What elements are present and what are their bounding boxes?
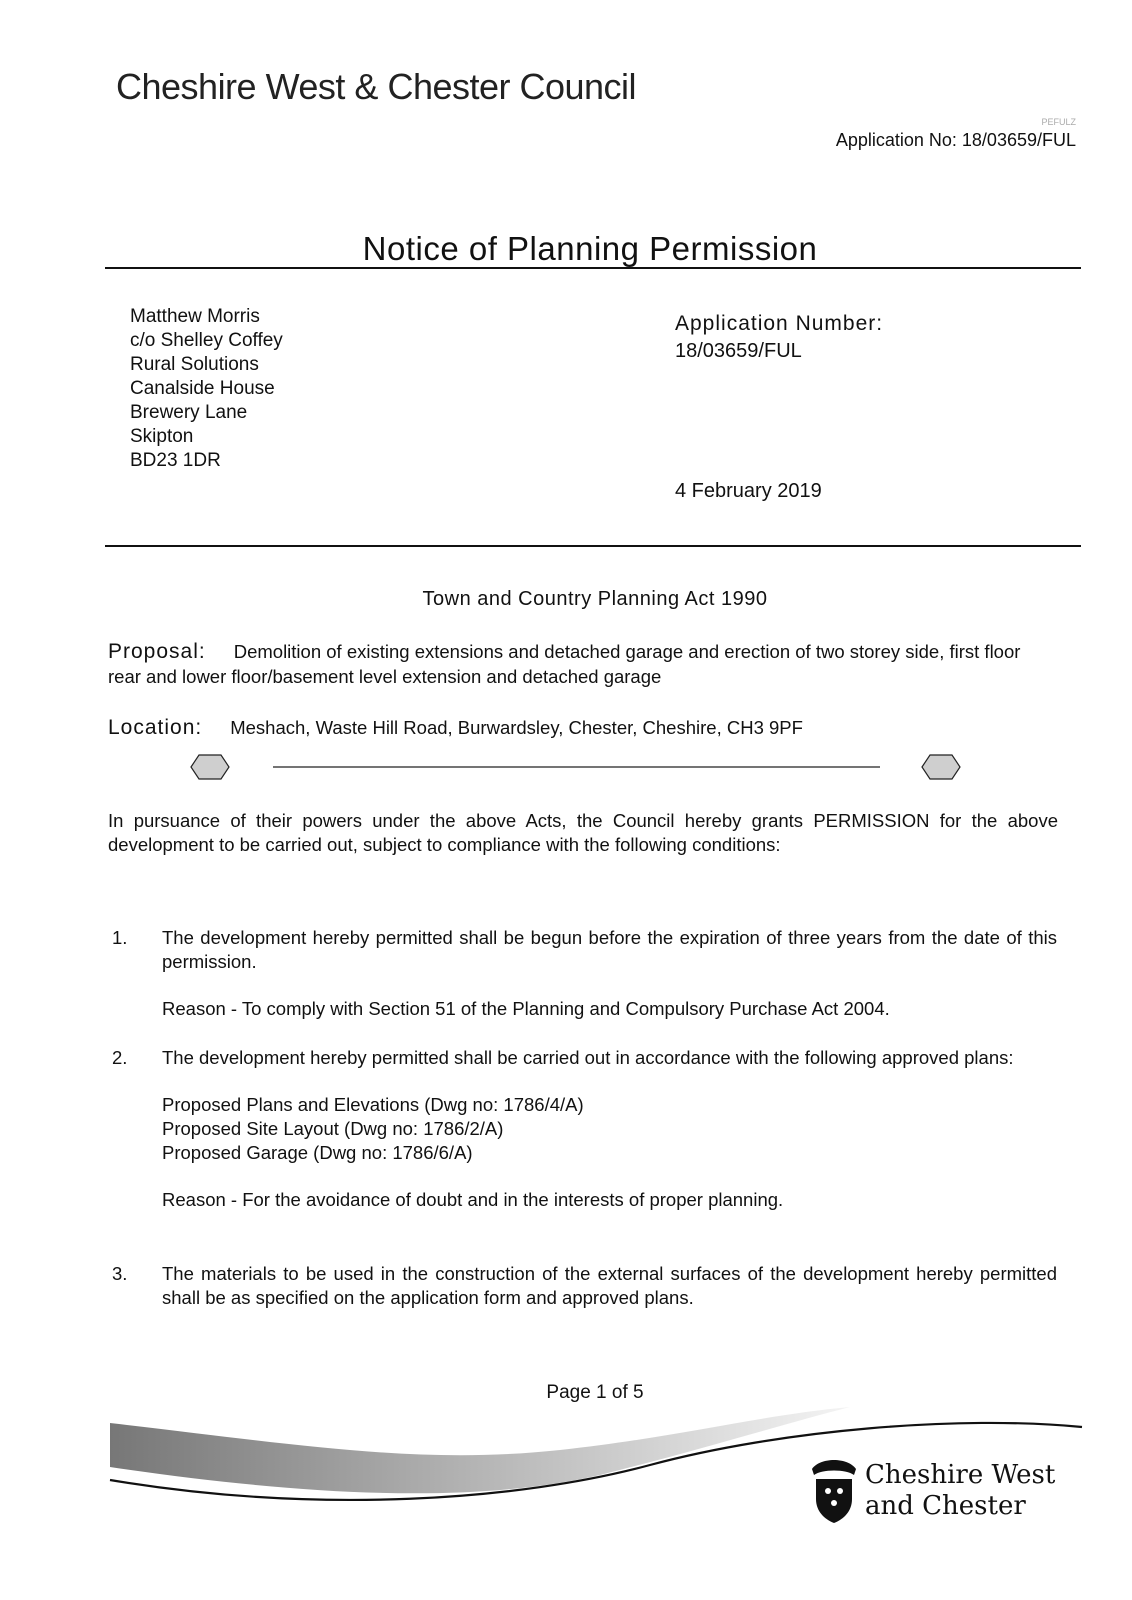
page-title: Notice of Planning Permission xyxy=(362,230,818,267)
applicant-address xyxy=(130,305,283,473)
address-line: Matthew Morris xyxy=(130,306,260,327)
header-application-number: Application No: 18/03659/FUL xyxy=(835,130,1076,150)
location-text: Meshach, Waste Hill Road, Burwardsley, Chester, Cheshire, CH3 9PF xyxy=(230,717,803,738)
address-line: BD23 1DR xyxy=(130,450,221,471)
title-divider xyxy=(105,267,1081,269)
condition-number: 1. xyxy=(112,927,128,948)
logo-line: and Chester xyxy=(865,1491,1026,1521)
proposal-text: Demolition of existing extensions and detached garage and erection of two storey side, first floor rear and lower floor/basement level extension and detached garage xyxy=(108,641,1021,687)
logo-line: Cheshire West xyxy=(865,1460,1056,1490)
location-label: Location: xyxy=(108,716,203,739)
address-line: Canalside House xyxy=(130,378,275,399)
application-number-value: 18/03659/FUL xyxy=(675,340,802,362)
address-divider xyxy=(105,545,1081,547)
approved-plan-item: Proposed Site Layout (Dwg no: 1786/2/A) xyxy=(162,1118,504,1139)
condition-item xyxy=(112,1046,1057,1212)
location-section xyxy=(108,716,803,740)
condition-item xyxy=(112,1262,1057,1310)
pursuance-statement: In pursuance of their powers under the above Acts, the Council hereby grants PERMISSION for the above development to be carried out, subject to compliance with the following conditions: xyxy=(108,810,1058,855)
crest-icon xyxy=(812,1460,856,1523)
hexagon-icon xyxy=(191,755,229,779)
act-heading: Town and Country Planning Act 1990 xyxy=(422,588,768,610)
approved-plan-item: Proposed Garage (Dwg no: 1786/6/A) xyxy=(162,1142,473,1163)
proposal-section xyxy=(108,639,1058,689)
page-number: Page 1 of 5 xyxy=(546,1382,644,1403)
condition-reason: Reason - For the avoidance of doubt and in the interests of proper planning. xyxy=(162,1189,784,1210)
hexagon-icon xyxy=(922,755,960,779)
condition-text: The materials to be used in the construction of the external surfaces of the development hereby permitted shall be as specified on the application form and approved plans. xyxy=(162,1263,1057,1308)
approved-plans-list xyxy=(162,1093,1057,1165)
address-line: c/o Shelley Coffey xyxy=(130,330,283,351)
condition-number: 3. xyxy=(112,1263,128,1284)
address-line: Rural Solutions xyxy=(130,354,259,375)
application-number-label: Application Number: xyxy=(675,312,884,335)
ornamental-divider xyxy=(0,751,1132,783)
council-header-title: Cheshire West & Chester Council xyxy=(116,66,637,107)
condition-reason: Reason - To comply with Section 51 of the Planning and Compulsory Purchase Act 2004. xyxy=(162,998,890,1019)
reference-code: PEFULZ xyxy=(1041,117,1076,127)
address-line: Brewery Lane xyxy=(130,402,248,423)
address-line: Skipton xyxy=(130,426,194,447)
condition-item xyxy=(112,926,1057,1021)
condition-text: The development hereby permitted shall be carried out in accordance with the following approved plans: xyxy=(162,1047,1014,1068)
notice-date: 4 February 2019 xyxy=(675,480,822,502)
council-logo-text xyxy=(865,1460,1055,1522)
condition-text: The development hereby permitted shall be begun before the expiration of three years from the date of this permission. xyxy=(162,927,1057,972)
proposal-label: Proposal: xyxy=(108,640,206,663)
condition-number: 2. xyxy=(112,1047,128,1068)
approved-plan-item: Proposed Plans and Elevations (Dwg no: 1786/4/A) xyxy=(162,1094,584,1115)
